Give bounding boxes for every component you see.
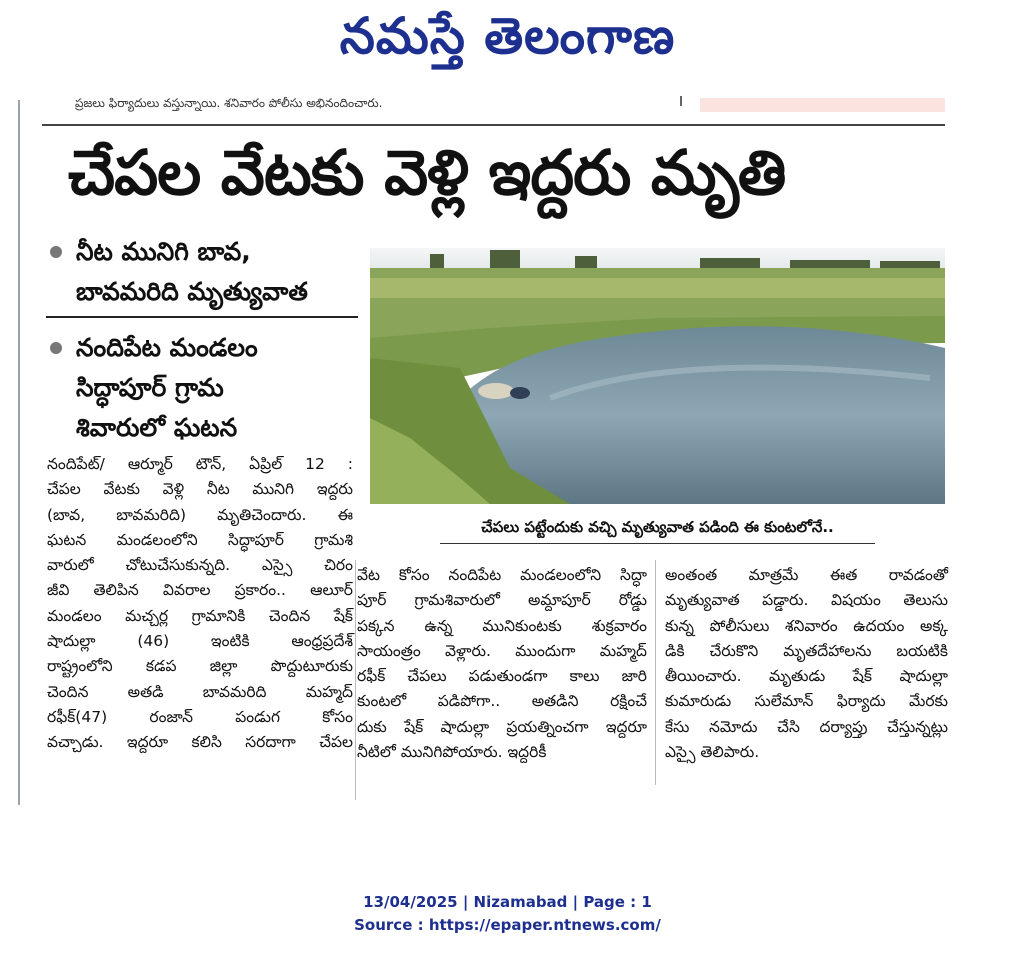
left-margin-rule <box>18 100 20 805</box>
article-line: ఎస్సై తెలిపారు. <box>665 743 760 762</box>
article-column-3 <box>665 563 948 765</box>
article-line: వచ్చాడు. ఇద్దరూ కలిసి సరదాగా చేపల <box>47 733 353 752</box>
article-line: డికి చేరుకొని మృతదేహాలను బయటికి <box>665 641 948 660</box>
article-line: నీటిలో మునిగిపోయారు. ఇద్దరికీ <box>357 743 547 762</box>
column-divider <box>355 560 356 800</box>
article-column-1 <box>47 452 353 756</box>
article-line: రాష్ట్రంలోని కడప జిల్లా పొద్దుటూరుకు <box>47 657 353 676</box>
article-line: మృత్యువాత పడ్డారు. విషయం తెలుసు <box>665 591 948 610</box>
article-line: పూర్ గ్రామశివారులో అమ్దాపూర్ రోడ్డు <box>357 591 647 610</box>
sub-headline-line: నీట మునిగి బావ, <box>76 237 251 266</box>
article-line: చేపల వేటకు వెళ్లి నీట మునిగి ఇద్దరు <box>47 480 353 499</box>
article-line: కుమారుడు సులేమాన్ ఫిర్యాదు మేరకు <box>665 692 948 711</box>
article-line: (బావ, బావమరిది) మృతిచెందారు. ఈ <box>47 505 353 524</box>
article-line: అంతంత మాత్రమే ఈత రావడంతో <box>665 566 948 584</box>
article-line: ఘటన మండలంలోని సిద్ధాపూర్ గ్రామశి <box>47 530 353 549</box>
footer-date-edition: 13/04/2025 | Nizamabad | Page : 1 <box>363 893 652 911</box>
sub-headline-line: సిద్ధాపూర్ గ్రామ <box>76 373 224 402</box>
previous-article-strip: ప్రజలు ఫిర్యాదులు వస్తున్నాయి. శనివారం పోలీసు అభినందించారు. <box>75 96 383 110</box>
article-line: తీయించారు. మృతుడు షేక్ షాదుల్లా <box>665 667 948 686</box>
sub-headline-line: నందిపేట మండలం <box>76 333 258 362</box>
sub-headline-1 <box>46 232 358 318</box>
pond-photo <box>370 248 945 504</box>
article-line: రఫీక్(47) రంజాన్ పండుగ కోసం <box>47 707 353 726</box>
top-rule <box>42 124 945 126</box>
headline: చేపల వేటకు వెళ్లి ఇద్దరు మృతి <box>68 136 786 209</box>
adjacent-box <box>700 98 945 112</box>
article-line: మండలం మచ్చర్ల గ్రామానికి చెందిన షేక్ <box>47 606 353 625</box>
article-line: నందిపేట్/ ఆర్మూర్ టౌన్, ఏప్రిల్ 12 : <box>47 455 353 473</box>
article-line: రఫీక్ చేపలు పడుతుండగా కాలు జారి <box>357 667 647 686</box>
bullet-icon <box>50 246 62 258</box>
masthead-logo: నమస్తే తెలంగాణ <box>339 6 676 65</box>
article-line: షాదుల్లా (46) ఇంటికి ఆంధ్రప్రదేశ్ <box>47 632 353 651</box>
article-line: కేసు నమోదు చేసి దర్యాప్తు చేస్తున్నట్లు <box>665 717 948 736</box>
article-column-2 <box>357 563 647 765</box>
article-line: వారులో చోటుచేసుకున్నది. ఎస్సై చిరం <box>47 556 353 575</box>
photo-caption: చేపలు పట్టేందుకు వచ్చి మృత్యువాత పడింది ఈ కుంటలోనే.. <box>481 518 834 536</box>
article-line: కుంటలో పడిపోగా.. అతడిని రక్షించే <box>357 692 647 711</box>
article-line: జీవి తెలిపిన వివరాల ప్రకారం.. ఆలూర్ <box>47 581 353 600</box>
footer-source[interactable]: Source : https://epaper.ntnews.com/ <box>354 916 661 934</box>
article-line: పక్కన ఉన్న మునికుంటకు శుక్రవారం <box>357 616 647 635</box>
article-line: వేట కోసం నందిపేట మండలంలోని సిద్ధా <box>357 566 647 584</box>
sub-headline-line: శివారులో ఘటన <box>76 413 238 442</box>
pond-photo-icon <box>370 248 945 504</box>
article-line: కున్న పోలీసులు శనివారం ఉదయం అక్క <box>665 616 948 635</box>
strip-divider <box>680 96 682 106</box>
bullet-icon <box>50 342 62 354</box>
sub-headline-2 <box>46 328 366 448</box>
caption-underline <box>440 543 875 544</box>
article-line: సాయంత్రం వెళ్లారు. ముందుగా మహ్మద్ <box>357 641 647 660</box>
column-divider <box>655 560 656 785</box>
article-line: దుకు షేక్ షాదుల్లా ప్రయత్నించగా ఇద్దరూ <box>357 717 647 736</box>
sub-headline-line: బావమరిది మృత్యువాత <box>76 277 308 306</box>
sub-headlines <box>46 232 366 448</box>
article-line: చెందిన అతడి బావమరిది మహ్మద్ <box>47 682 353 701</box>
